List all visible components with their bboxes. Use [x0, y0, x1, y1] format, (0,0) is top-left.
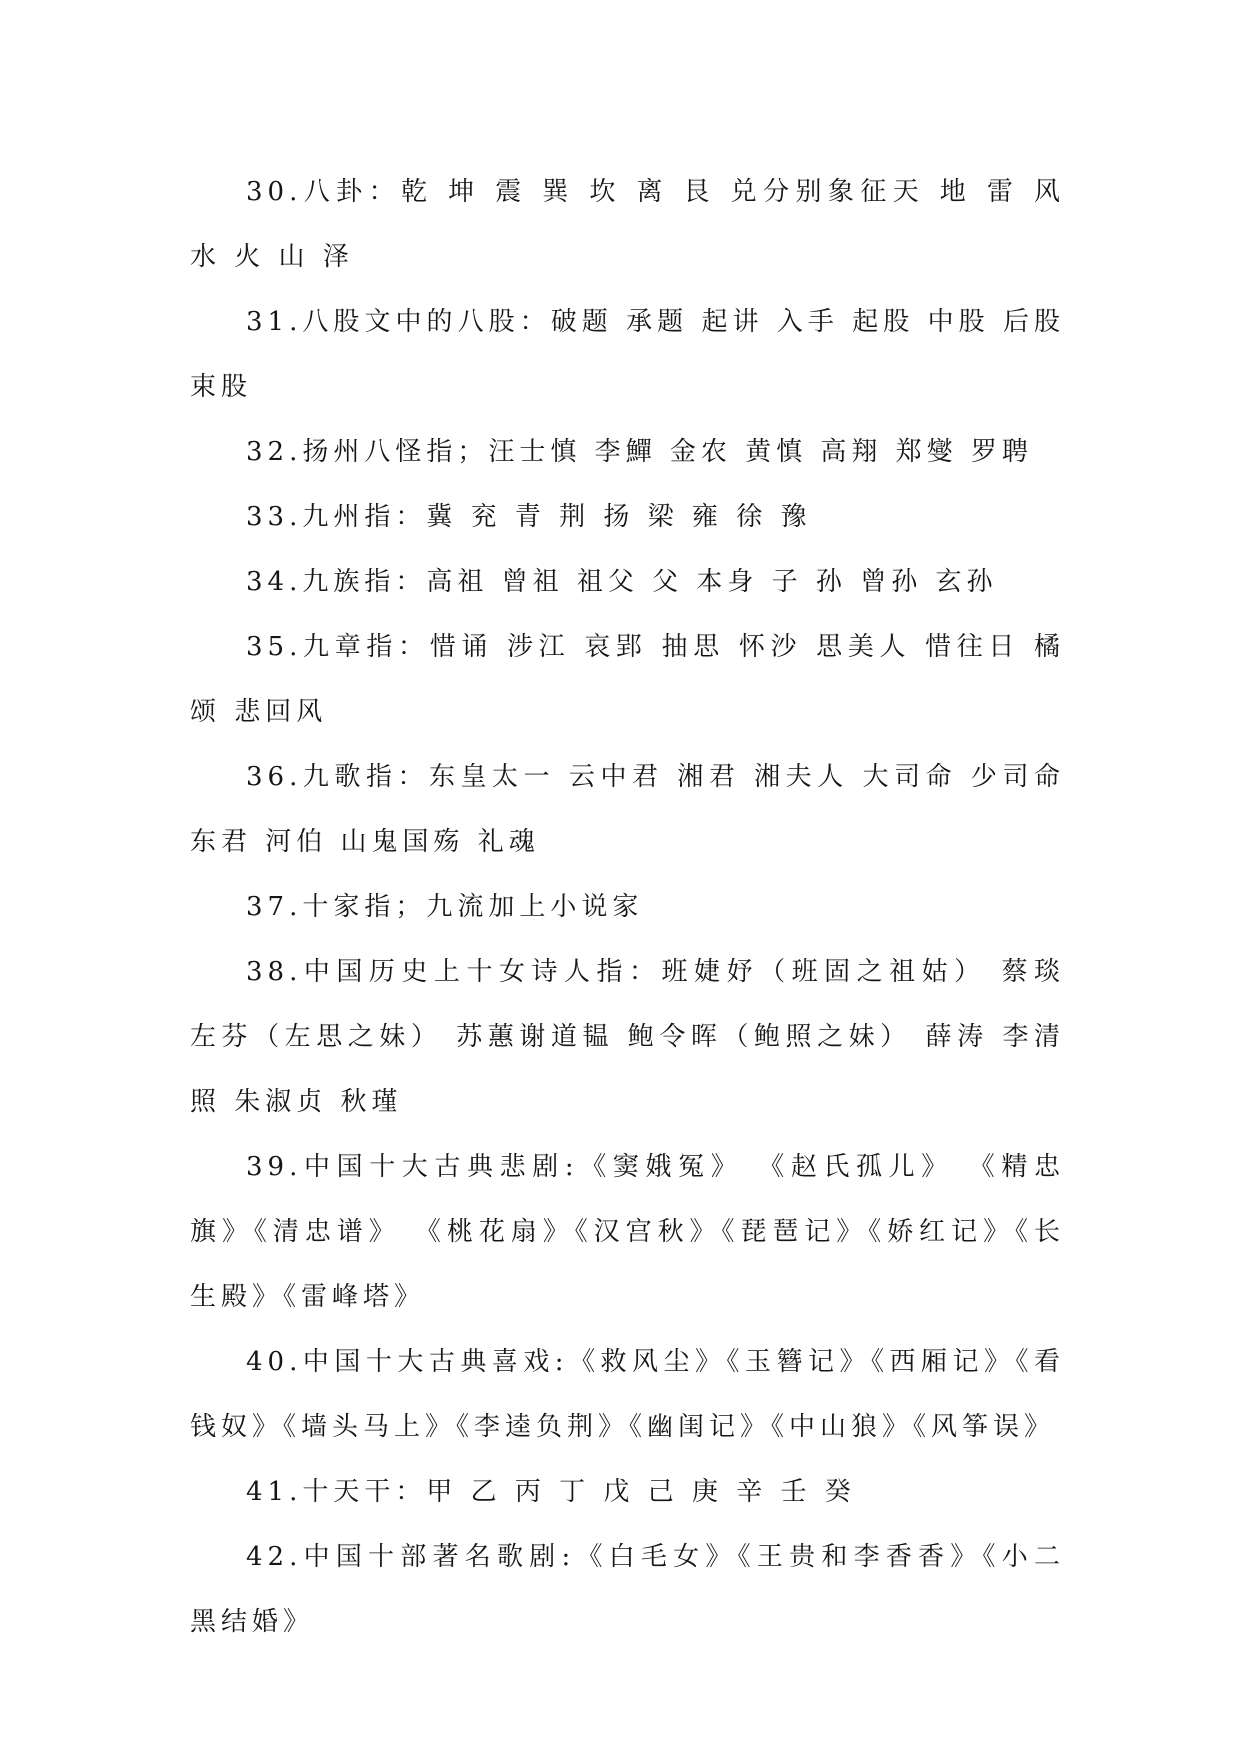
- item-35-nine-chapters: 35.九章指：惜诵 涉江 哀郢 抽思 怀沙 思美人 惜往日 橘颂 悲回风: [190, 632, 1065, 727]
- item-32-yangzhou-eight: 32.扬州八怪指；汪士慎 李鱓 金农 黄慎 高翔 郑燮 罗聘: [246, 437, 1033, 467]
- item-42-ten-operas: 42.中国十部著名歌剧:《白毛女》《王贵和李香香》《小二黑结婚》: [190, 1542, 1065, 1637]
- item-41-heavenly-stems: 41.十天干：甲 乙 丙 丁 戊 己 庚 辛 壬 癸: [246, 1477, 856, 1507]
- item-33-nine-provinces: 33.九州指：冀 兖 青 荆 扬 梁 雍 徐 豫: [246, 502, 812, 532]
- item-39-ten-tragedies: 39.中国十大古典悲剧:《窦娥冤》 《赵氏孤儿》 《精忠旗》《清忠谱》 《桃花扇》《汉宫秋》《琵琶记》《娇红记》《长生殿》《雷峰塔》: [190, 1152, 1065, 1312]
- item-36-nine-songs: 36.九歌指：东皇太一 云中君 湘君 湘夫人 大司命 少司命 东君 河伯 山鬼国殇 礼魂: [190, 762, 1065, 857]
- document-body: [190, 160, 1065, 1655]
- item-30-bagua: 30.八卦：乾 坤 震 巽 坎 离 艮 兑分别象征天 地 雷 风 水 火 山 泽: [190, 177, 1065, 272]
- item-40-ten-comedies: 40.中国十大古典喜戏:《救风尘》《玉簪记》《西厢记》《看钱奴》《墙头马上》《李逵负荆》《幽闺记》《中山狼》《风筝误》: [190, 1347, 1065, 1442]
- item-37-ten-schools: 37.十家指；九流加上小说家: [246, 892, 644, 922]
- item-31-baguwen: 31.八股文中的八股：破题 承题 起讲 入手 起股 中股 后股 束股: [190, 307, 1065, 402]
- item-34-nine-clans: 34.九族指：高祖 曾祖 祖父 父 本身 子 孙 曾孙 玄孙: [246, 567, 998, 597]
- item-38-ten-women-poets: 38.中国历史上十女诗人指：班婕妤（班固之祖姑） 蔡琰 左芬（左思之妹） 苏蕙谢道韫 鲍令晖（鲍照之妹） 薛涛 李清照 朱淑贞 秋瑾: [190, 957, 1065, 1117]
